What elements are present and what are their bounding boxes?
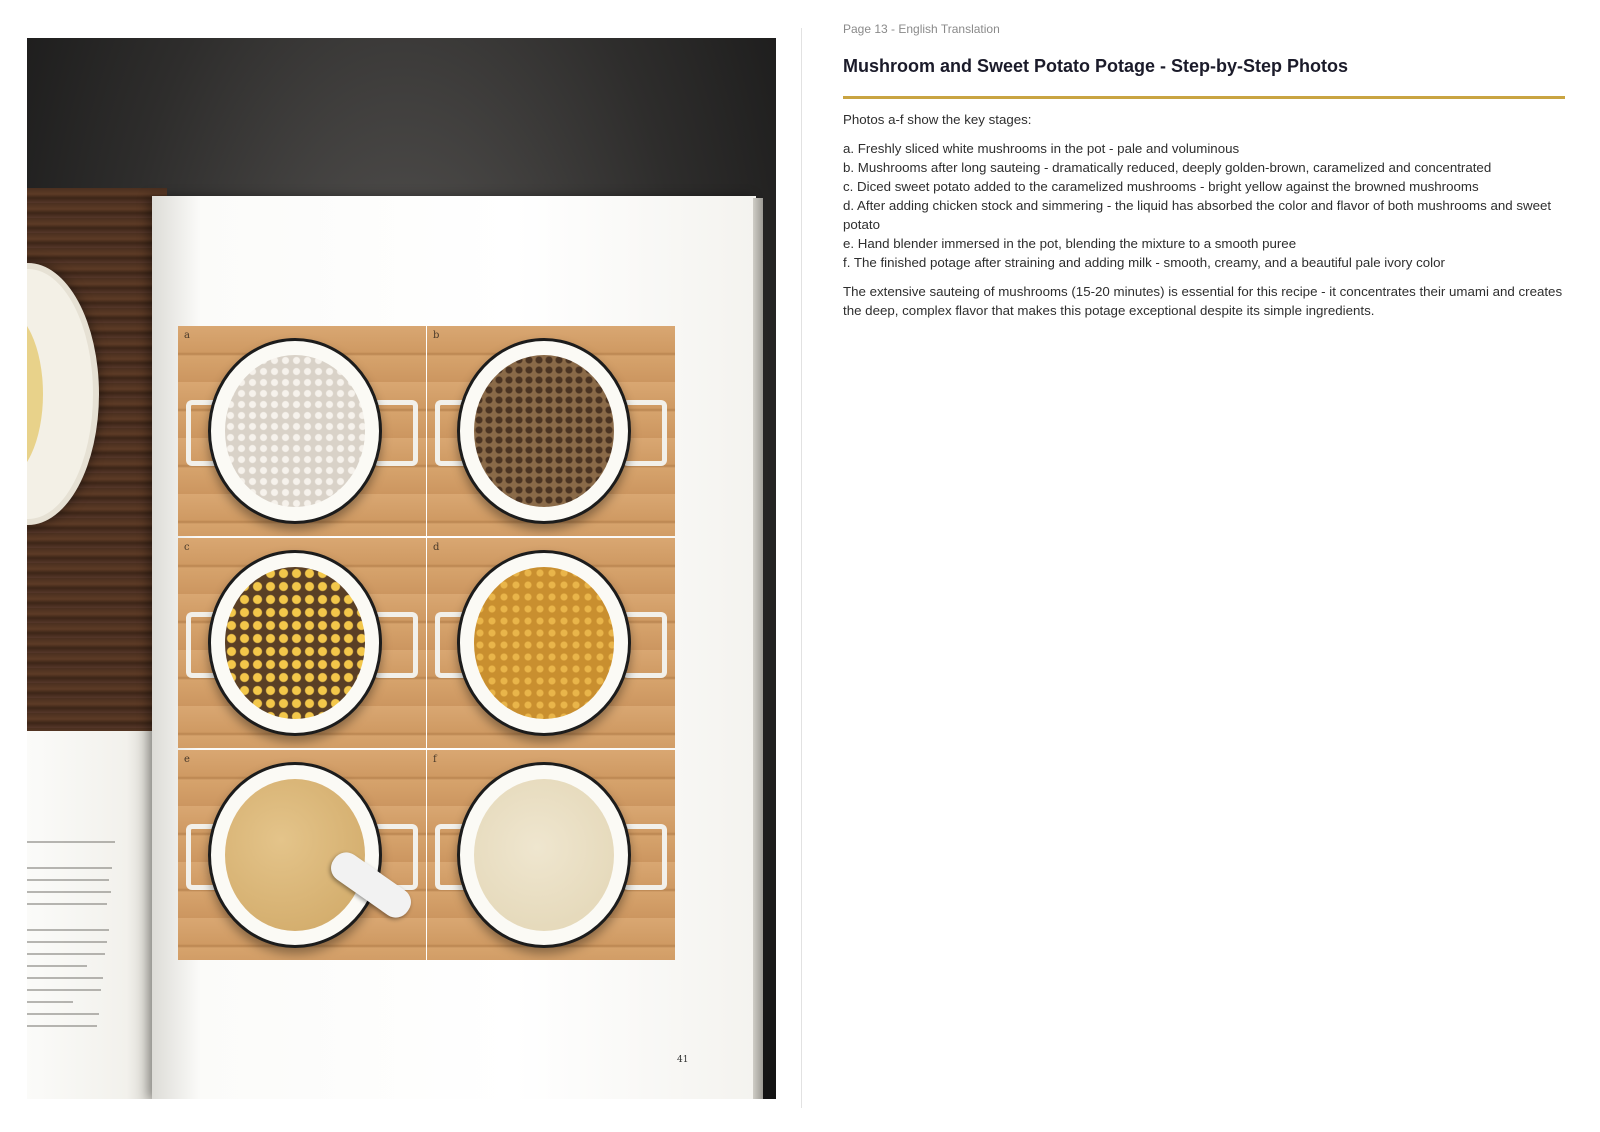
step-item-a: a. Freshly sliced white mushrooms in the pot - pale and voluminous xyxy=(843,141,1240,156)
book-page xyxy=(152,196,756,1099)
translation-column xyxy=(843,20,1565,320)
photo-letter: c xyxy=(184,542,190,553)
pot xyxy=(208,762,382,948)
step-photo-e xyxy=(178,750,426,960)
step-item-e: e. Hand blender immersed in the pot, blending the mixture to a smooth puree xyxy=(843,236,1297,251)
pot xyxy=(457,762,631,948)
step-photo-c xyxy=(178,538,426,748)
step-item-d: d. After adding chicken stock and simmering - the liquid has absorbed the color and flavor of both mushrooms and sweet potato xyxy=(843,198,1552,232)
photo-letter: a xyxy=(184,330,190,341)
step-list xyxy=(843,139,1565,272)
page-edge xyxy=(753,198,763,1099)
scanned-cookbook-photo xyxy=(27,38,776,1099)
step-item-f: f. The finished potage after straining and adding milk - smooth, creamy, and a beautiful pale ivory color xyxy=(843,255,1445,270)
step-photo-d xyxy=(427,538,675,748)
page-title: Mushroom and Sweet Potato Potage - Step-by-Step Photos xyxy=(843,56,1349,76)
accent-rule xyxy=(843,96,1565,99)
step-photo-f xyxy=(427,750,675,960)
pot xyxy=(457,550,631,736)
pot xyxy=(208,338,382,524)
photo-letter: e xyxy=(184,754,190,765)
pot xyxy=(457,338,631,524)
japanese-text-lines xyxy=(27,841,122,1037)
note-paragraph: The extensive sauteing of mushrooms (15-20 minutes) is essential for this recipe - it concentrates their umami and creates the deep, complex flavor that makes this potage exceptional despite its simple ingredients. xyxy=(843,284,1563,318)
intro-text: Photos a-f show the key stages: xyxy=(843,112,1032,127)
pot xyxy=(208,550,382,736)
photo-letter: d xyxy=(433,542,440,553)
step-photo-b xyxy=(427,326,675,536)
photo-letter: f xyxy=(433,754,437,765)
step-photo-a xyxy=(178,326,426,536)
facing-book-page xyxy=(27,731,152,1099)
page-label: Page 13 - English Translation xyxy=(843,22,1000,36)
column-divider xyxy=(801,28,802,1108)
step-item-c: c. Diced sweet potato added to the caramelized mushrooms - bright yellow against the browned mushrooms xyxy=(843,179,1479,194)
photo-letter: b xyxy=(433,330,440,341)
step-item-b: b. Mushrooms after long sauteing - dramatically reduced, deeply golden-brown, caramelized and concentrated xyxy=(843,160,1492,175)
book-page-number: 41 xyxy=(677,1055,689,1065)
